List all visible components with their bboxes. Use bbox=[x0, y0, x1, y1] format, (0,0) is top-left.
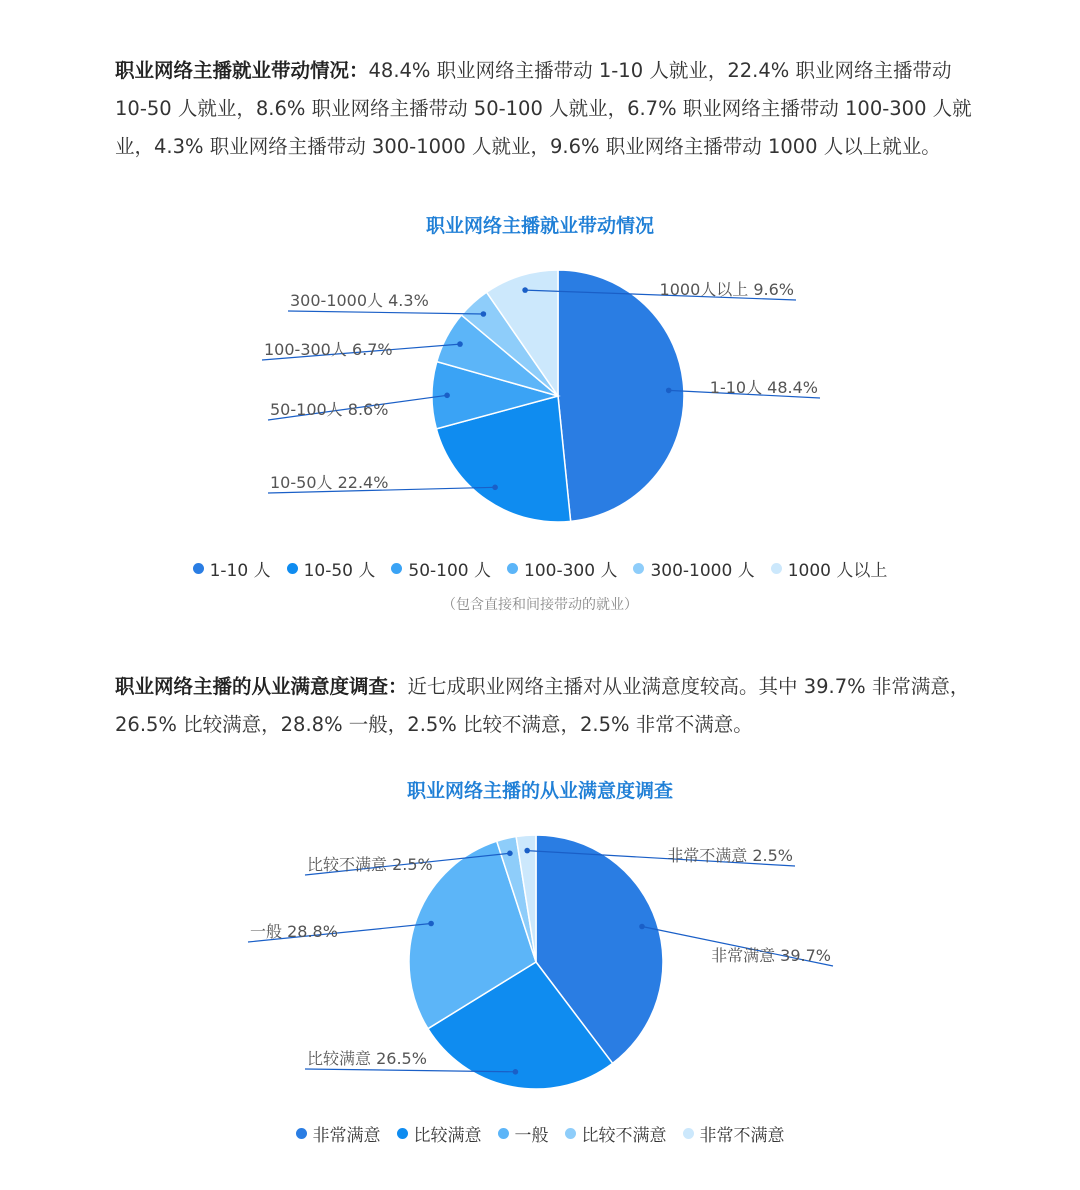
satisfaction-legend-item bbox=[683, 1121, 785, 1146]
satisfaction-label-非常满意 bbox=[639, 924, 833, 966]
svg-text:300-1000人 4.3%: 300-1000人 4.3% bbox=[290, 291, 429, 310]
employment-legend-label: 100-300 人 bbox=[524, 561, 618, 581]
employment-chart-title: 职业网络主播就业带动情况 bbox=[425, 215, 654, 237]
satisfaction-legend-item bbox=[565, 1121, 667, 1146]
satisfaction-paragraph bbox=[115, 668, 975, 744]
svg-text:100-300人 6.7%: 100-300人 6.7% bbox=[264, 340, 393, 359]
employment-pie-chart bbox=[0, 240, 1080, 545]
employment-legend-label: 1000 人以上 bbox=[787, 561, 888, 581]
satisfaction-legend-swatch bbox=[498, 1128, 509, 1139]
satisfaction-legend-label: 比较满意 bbox=[413, 1126, 482, 1146]
satisfaction-chart-legend bbox=[0, 1121, 1080, 1146]
svg-text:1-10人 48.4%: 1-10人 48.4% bbox=[709, 378, 818, 397]
employment-legend-label: 300-1000 人 bbox=[650, 561, 755, 581]
satisfaction-legend-item bbox=[498, 1121, 549, 1146]
employment-legend-item bbox=[771, 556, 888, 581]
employment-slices bbox=[432, 270, 684, 522]
svg-text:1000人以上 9.6%: 1000人以上 9.6% bbox=[659, 280, 794, 299]
satisfaction-legend-item bbox=[296, 1121, 381, 1146]
employment-legend-swatch bbox=[391, 563, 402, 574]
satisfaction-legend-swatch bbox=[565, 1128, 576, 1139]
employment-legend-item bbox=[391, 556, 491, 581]
satisfaction-paragraph-text: 近七成职业网络主播对从业满意度较高。其中 39.7% 非常满意，26.5% 比较满意，28.8% 一般，2.5% 比较不满意，2.5% 非常不满意。 bbox=[115, 675, 970, 736]
employment-slice-1-10人 bbox=[558, 270, 684, 521]
svg-text:非常不满意 2.5%: 非常不满意 2.5% bbox=[667, 846, 793, 865]
svg-text:50-100人 8.6%: 50-100人 8.6% bbox=[270, 400, 389, 419]
satisfaction-legend-item bbox=[397, 1121, 482, 1146]
employment-label-50-100人 bbox=[268, 393, 450, 421]
satisfaction-legend-swatch bbox=[397, 1128, 408, 1139]
employment-legend-label: 1-10 人 bbox=[209, 561, 271, 581]
employment-paragraph-heading: 职业网络主播就业带动情况： bbox=[115, 59, 369, 82]
employment-label-1-10人 bbox=[666, 378, 820, 398]
svg-text:非常满意 39.7%: 非常满意 39.7% bbox=[711, 946, 831, 965]
employment-legend-item bbox=[193, 556, 271, 581]
satisfaction-slices bbox=[409, 835, 663, 1089]
employment-legend-swatch bbox=[193, 563, 204, 574]
employment-legend-item bbox=[507, 556, 617, 581]
employment-chart-note: （包含直接和间接带动的就业） bbox=[442, 597, 638, 613]
employment-legend-swatch bbox=[507, 563, 518, 574]
employment-legend-item bbox=[287, 556, 376, 581]
employment-label-100-300人 bbox=[262, 340, 463, 360]
satisfaction-pie-chart bbox=[0, 800, 1080, 1105]
svg-text:比较满意 26.5%: 比较满意 26.5% bbox=[307, 1049, 427, 1068]
svg-text:10-50人 22.4%: 10-50人 22.4% bbox=[270, 473, 389, 492]
satisfaction-paragraph-heading: 职业网络主播的从业满意度调查： bbox=[115, 675, 408, 698]
satisfaction-legend-label: 比较不满意 bbox=[581, 1126, 667, 1146]
employment-legend-label: 50-100 人 bbox=[408, 561, 492, 581]
employment-paragraph bbox=[115, 52, 975, 166]
satisfaction-legend-label: 非常满意 bbox=[312, 1126, 381, 1146]
employment-chart-legend bbox=[0, 556, 1080, 581]
employment-legend-swatch bbox=[771, 563, 782, 574]
satisfaction-legend-label: 非常不满意 bbox=[699, 1126, 785, 1146]
employment-label-300-1000人 bbox=[288, 291, 486, 317]
employment-legend-item bbox=[633, 556, 754, 581]
svg-text:比较不满意 2.5%: 比较不满意 2.5% bbox=[307, 855, 433, 874]
employment-paragraph-text: 48.4% 职业网络主播带动 1-10 人就业，22.4% 职业网络主播带动 10-50 人就业，8.6% 职业网络主播带动 50-100 人就业，6.7% 职业网络主播带动 100-300 人就业，4.3% 职业网络主播带动 300-1000 人就业，9.6% 职业网络主播带动 1000 人以上就业。 bbox=[115, 59, 972, 158]
employment-legend-swatch bbox=[287, 563, 298, 574]
satisfaction-legend-swatch bbox=[296, 1128, 307, 1139]
employment-legend-label: 10-50 人 bbox=[303, 561, 376, 581]
employment-legend-swatch bbox=[633, 563, 644, 574]
satisfaction-chart-title: 职业网络主播的从业满意度调查 bbox=[406, 780, 673, 802]
satisfaction-legend-swatch bbox=[683, 1128, 694, 1139]
satisfaction-label-一般 bbox=[248, 921, 434, 942]
svg-text:一般 28.8%: 一般 28.8% bbox=[250, 922, 338, 941]
satisfaction-legend-label: 一般 bbox=[514, 1126, 549, 1146]
